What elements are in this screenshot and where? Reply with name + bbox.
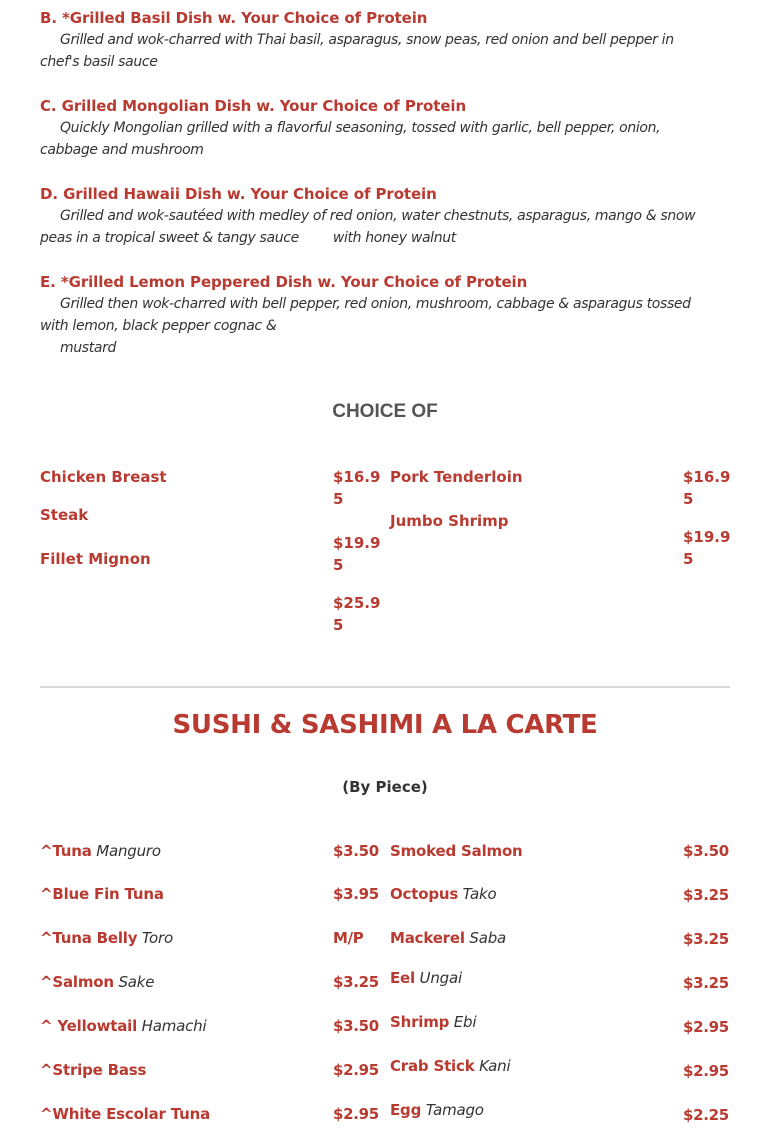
item-price: $2.95	[683, 1018, 729, 1036]
sushi-item	[40, 840, 161, 862]
protein-price: $19.95	[333, 534, 381, 574]
dish-description	[40, 29, 730, 73]
sushi-item	[40, 1015, 206, 1037]
sushi-item	[40, 1103, 210, 1125]
dish-description-line: with honey walnut	[332, 230, 456, 246]
item-name-jp: Ebi	[453, 1013, 477, 1031]
item-price: $2.95	[683, 1062, 729, 1080]
protein-name: Fillet Mignon	[40, 550, 151, 568]
dish-description-line: Grilled then wok-charred with bell pepper, red onion, mushroom, cabbage & asparagus tossed	[60, 296, 691, 312]
item-price: $3.25	[333, 973, 379, 991]
item-price: $2.95	[333, 1061, 379, 1079]
choice-heading: CHOICE OF	[332, 401, 438, 422]
dish-e	[40, 271, 730, 359]
dish-description-line: chef's basil sauce	[40, 54, 158, 70]
item-name-en: ^Blue Fin Tuna	[40, 885, 164, 903]
dish-description-line: cabbage and mushroom	[40, 142, 204, 158]
item-price: M/P	[333, 929, 364, 947]
dish-title: E. *Grilled Lemon Peppered Dish w. Your Choice of Protein	[40, 273, 528, 291]
sushi-item	[390, 1011, 476, 1033]
item-name-en: ^Tuna	[40, 842, 92, 860]
dish-description-line: Quickly Mongolian grilled with a flavorful seasoning, tossed with garlic, bell pepper, onion,	[60, 120, 661, 136]
dish-description	[40, 205, 730, 249]
item-price: $3.25	[683, 886, 729, 904]
dish-description-line: Grilled and wok-sautéed with medley of red onion, water chestnuts, asparagus, mango & snow	[60, 208, 696, 224]
protein-name: Chicken Breast	[40, 468, 167, 486]
dish-title: D. Grilled Hawaii Dish w. Your Choice of Protein	[40, 185, 437, 203]
dish-description	[40, 293, 730, 359]
dish-description-line: with lemon, black pepper cognac &	[40, 318, 277, 334]
sushi-item	[390, 1099, 484, 1121]
dish-title: B. *Grilled Basil Dish w. Your Choice of Protein	[40, 9, 428, 27]
item-name-en: ^ Yellowtail	[40, 1017, 138, 1035]
item-name-jp: Saba	[469, 929, 507, 947]
item-name-en: Smoked Salmon	[390, 842, 523, 860]
item-name-jp: Sake	[118, 973, 155, 991]
item-price: $3.50	[683, 842, 729, 860]
item-price: $3.95	[333, 885, 379, 903]
sushi-item	[390, 883, 497, 905]
item-name-jp: Manguro	[96, 842, 161, 860]
item-price: $2.95	[333, 1105, 379, 1123]
item-price: $3.50	[333, 1017, 379, 1035]
item-name-en: Mackerel	[390, 929, 465, 947]
sushi-item	[40, 883, 164, 905]
protein-name: Pork Tenderloin	[390, 468, 523, 486]
item-name-en: ^Stripe Bass	[40, 1061, 147, 1079]
item-name-en: ^Tuna Belly	[40, 929, 138, 947]
section-divider	[40, 686, 730, 688]
protein-price: $16.95	[683, 468, 731, 508]
sushi-item	[40, 927, 173, 949]
section-subheading: (By Piece)	[342, 778, 428, 796]
section-heading: SUSHI & SASHIMI A LA CARTE	[172, 710, 598, 740]
sushi-item	[40, 1059, 146, 1081]
protein-name: Steak	[40, 506, 89, 524]
protein-price: $16.95	[333, 468, 381, 508]
item-price: $3.25	[683, 974, 729, 992]
item-name-en: ^Salmon	[40, 973, 114, 991]
item-name-en: Shrimp	[390, 1013, 450, 1031]
item-name-en: Egg	[390, 1101, 422, 1119]
item-name-en: Octopus	[390, 885, 459, 903]
protein-price: $25.95	[333, 594, 381, 634]
item-price: $3.50	[333, 842, 379, 860]
item-name-en: Eel	[390, 969, 415, 987]
item-name-jp: Kani	[479, 1057, 511, 1075]
sushi-item	[40, 971, 154, 993]
dish-description-line: Grilled and wok-charred with Thai basil, asparagus, snow peas, red onion and bell pepper in	[60, 32, 674, 48]
item-name-jp: Tako	[462, 885, 497, 903]
item-name-jp: Toro	[141, 929, 173, 947]
item-name-jp: Ungai	[419, 969, 462, 987]
item-price: $3.25	[683, 930, 729, 948]
dish-b	[40, 7, 730, 73]
dish-description	[40, 117, 730, 161]
protein-price: $19.95	[683, 528, 731, 568]
item-name-jp: Tamago	[425, 1101, 484, 1119]
item-name-en: ^White Escolar Tuna	[40, 1105, 211, 1123]
dish-description-line: mustard	[60, 340, 117, 356]
dish-c	[40, 95, 730, 161]
sushi-item	[390, 927, 506, 949]
item-price: $2.25	[683, 1106, 729, 1124]
dish-d	[40, 183, 730, 249]
item-name-en: Crab Stick	[390, 1057, 475, 1075]
sushi-item	[390, 1055, 510, 1077]
protein-name: Jumbo Shrimp	[390, 512, 509, 530]
sushi-item	[390, 967, 462, 989]
sushi-item	[390, 840, 523, 862]
item-name-jp: Hamachi	[141, 1017, 207, 1035]
dish-description-line: peas in a tropical sweet & tangy sauce	[40, 230, 299, 246]
dish-title: C. Grilled Mongolian Dish w. Your Choice of Protein	[40, 97, 467, 115]
